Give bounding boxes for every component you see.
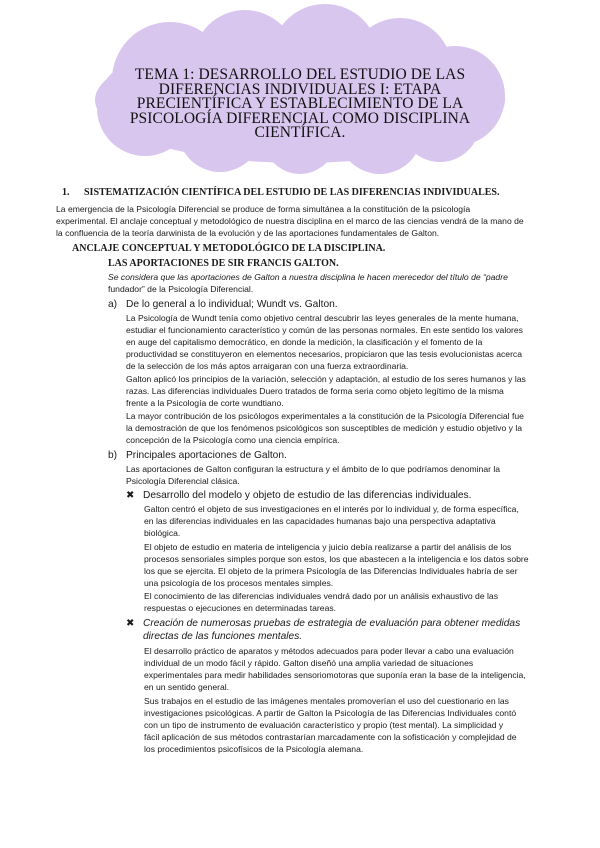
- paragraph-line: frente a la Psicología de corte wundtiano.: [126, 398, 284, 408]
- paragraph-line: El objeto de estudio en materia de inteligencia y juicio debía realizarse a partir del análisis de los: [144, 542, 512, 552]
- subsection-b-marker: b): [108, 450, 118, 461]
- section-heading: SISTEMATIZACIÓN CIENTÍFICA DEL ESTUDIO DE LAS DIFERENCIAS INDIVIDUALES.: [84, 187, 500, 198]
- paragraph-line: respuestas o ejecuciones en determinadas tareas.: [144, 603, 337, 613]
- bullet-x-icon: ✖: [126, 618, 135, 629]
- paragraph-line: La Psicología de Wundt tenía como objetivo central descubrir las leyes generales de la mente humana,: [126, 313, 519, 323]
- paragraph-line: una psicología de los procesos mentales simples.: [144, 578, 334, 588]
- paragraph-line: Galton centró el objeto de sus investigaciones en el interés por lo individual y, de forma específica,: [144, 504, 519, 514]
- paragraph-line: El conocimiento de las diferencias individuales vendrá dado por un análisis exhaustivo de las: [144, 591, 498, 601]
- bullet-x-icon: ✖: [126, 490, 135, 501]
- paragraph-line: Las aportaciones de Galton configuran la estructura y el ámbito de lo que podríamos denominar la: [126, 464, 501, 474]
- paragraph-line: productividad se constituyeron en elementos necesarios, propiciaron que las tesis evolucionistas acerca: [126, 349, 523, 359]
- paragraph-line: estudiar el funcionamiento característico y común de las personas normales. En este sentido los valores: [126, 325, 523, 335]
- intro-line: La emergencia de la Psicología Diferencial se produce de forma simultánea a la constitución de la psicología: [56, 204, 471, 214]
- paragraph-line: los que se ejercita. El objeto de la primera Psicología de las Diferencias Individuales habría de ser: [144, 566, 518, 576]
- paragraph-line: en las diferencias individuales en las capacidades humanas bajo una perspectiva adaptativa: [144, 516, 496, 526]
- bullet-title: Creación de numerosas pruebas de estrategia de evaluación para obtener medidas: [143, 618, 521, 629]
- paragraph-line: La mayor contribución de los psicólogos experimentales a la constitución de la Psicología Diferencial fue: [126, 411, 524, 421]
- subsection-a-marker: a): [108, 299, 118, 310]
- paragraph-line: biológica.: [144, 528, 181, 538]
- paragraph-line: la demostración de que los fenómenos psicológicos son susceptibles de medición y estudio objetivo y la: [126, 423, 523, 433]
- paragraph-line: de la selección de los más aptos arraigaran con una fuerza extraordinaria.: [126, 361, 409, 371]
- paragraph-line: Psicología Diferencial clásica.: [126, 476, 240, 486]
- paragraph-line: en un sentido general.: [144, 682, 230, 692]
- paragraph-line: investigaciones psicológicas. A partir de Galton la Psicología de las Diferencias Individuales contó: [144, 708, 517, 718]
- galton-intro-line: fundador” de la Psicología Diferencial.: [108, 284, 254, 294]
- bullet-title: directas de las funciones mentales.: [143, 631, 303, 642]
- galton-intro-line: Se considera que las aportaciones de Galton a nuestra disciplina le hacen merecedor del título de “padre: [108, 272, 508, 282]
- paragraph-line: con un tipo de instrumento de evaluación característico y propio (test mental). La simplicidad y: [144, 720, 504, 730]
- paragraph-line: El desarrollo práctico de aparatos y métodos adecuados para poder llevar a cabo una evaluación: [144, 646, 514, 656]
- bullet-title: Desarrollo del modelo y objeto de estudio de las diferencias individuales.: [143, 490, 472, 501]
- paragraph-line: Sus trabajos en el estudio de las imágenes mentales promoverían el uso del cuestionario en las: [144, 696, 509, 706]
- paragraph-line: Galton aplicó los principios de la variación, selección y adaptación, al estudio de los seres humanos y las: [126, 374, 526, 384]
- intro-line: experimental. El anclaje conceptual y metodológico de nuestra disciplina en el marco de las ciencias vendrá de la mano de: [56, 216, 524, 226]
- paragraph-line: individual de un modo fácil y rápido. Galton diseñó una amplia variedad de situaciones: [144, 658, 474, 668]
- paragraph-line: fácil aplicación de sus métodos contrastarían marcadamente con la sofisticación y complejidad de: [144, 732, 517, 742]
- intro-line: la confluencia de la teoría darwinista de la evolución y de las aportaciones fundamentales de Galton.: [56, 228, 440, 238]
- paragraph-line: experimentales para medir habilidades sensoriomotoras que suponía eran la base de la inteligencia,: [144, 670, 526, 680]
- paragraph-line: razas. Las diferencias individuales Duero tratados de forma seria como objeto legítimo de la misma: [126, 386, 504, 396]
- paragraph-line: concepción de la Psicología como una ciencia empírica.: [126, 435, 340, 445]
- galton-heading: LAS APORTACIONES DE SIR FRANCIS GALTON.: [108, 258, 339, 269]
- paragraph-line: los procedimientos psicofísicos de la Psicología alemana.: [144, 744, 364, 754]
- subsection-b-title: Principales aportaciones de Galton.: [126, 450, 287, 461]
- anclaje-heading: ANCLAJE CONCEPTUAL Y METODOLÓGICO DE LA DISCIPLINA.: [72, 243, 386, 254]
- paragraph-line: procesos sensoriales simples porque son estos, los que abastecen a la inteligencia e los datos sobre: [144, 554, 529, 564]
- subsection-a-title: De lo general a lo individual; Wundt vs. Galton.: [126, 299, 338, 310]
- paragraph-line: en auge del capitalismo democrático, en donde la medición, la clasificación y el fomento de la: [126, 337, 483, 347]
- section-number: 1.: [62, 187, 70, 198]
- document-title: TEMA 1: DESARROLLO DEL ESTUDIO DE LAS DIFERENCIAS INDIVIDUALES I: ETAPA PRECIENTÍFICA Y ESTABLECIMIENTO DE LA PSICOLOGÍA DIFERENCIAL COMO DISCIPLINA CIENTÍFICA.: [129, 66, 471, 142]
